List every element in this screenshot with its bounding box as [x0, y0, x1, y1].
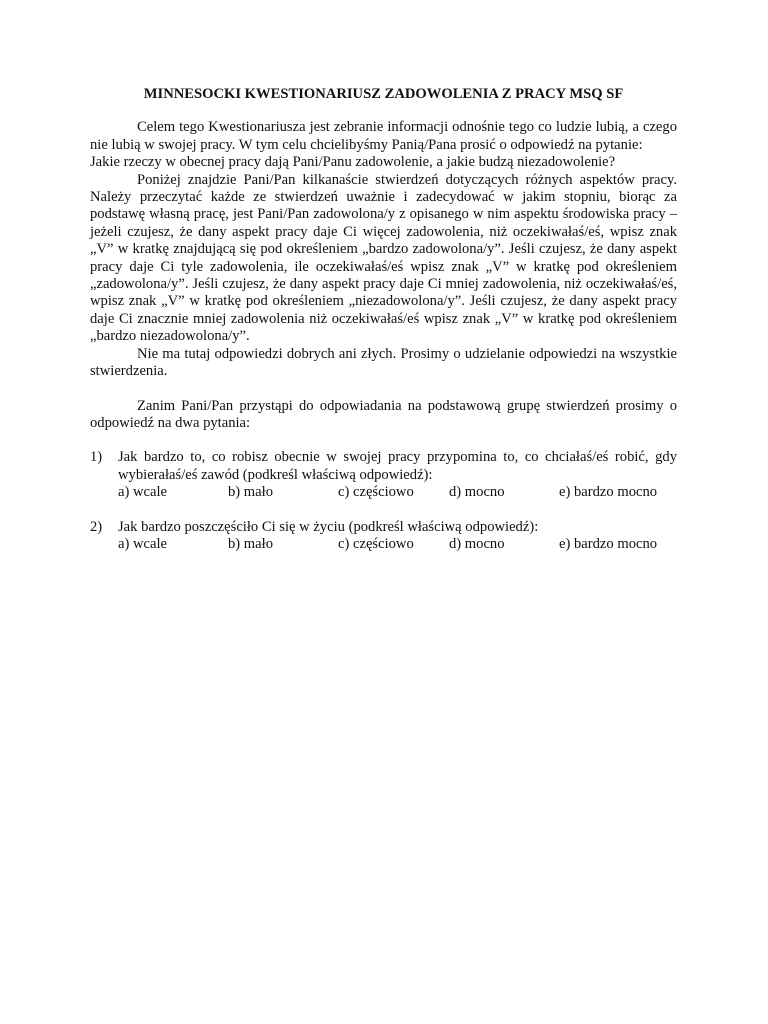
document-title: MINNESOCKI KWESTIONARIUSZ ZADOWOLENIA Z PRACY MSQ SF	[143, 86, 624, 102]
question-1-option-c[interactable]: c) częściowo	[338, 484, 414, 501]
question-1-option-d[interactable]: d) mocno	[449, 484, 505, 501]
question-2-option-c[interactable]: c) częściowo	[338, 535, 414, 552]
question-1-option-b[interactable]: b) mało	[228, 484, 273, 501]
question-2-option-d[interactable]: d) mocno	[449, 535, 505, 552]
question-2-option-b[interactable]: b) mało	[228, 535, 273, 552]
question-2-option-a[interactable]: a) wcale	[118, 535, 168, 552]
question-2	[90, 519, 677, 536]
spacer	[90, 381, 677, 398]
question-2-option-e[interactable]: e) bardzo mocno	[559, 535, 658, 552]
spacer	[90, 502, 677, 519]
question-1-text: Jak bardzo to, co robisz obecnie w swojej pracy przypomina to, co chciałaś/eś robić, gdy wybierałaś/eś zawód (podkreśl właściwą odpowiedź):	[118, 449, 677, 483]
main-question-line: Jakie rzeczy w obecnej pracy dają Pani/Panu zadowolenie, a jakie budzą niezadowolenie?	[90, 154, 616, 171]
question-2-number: 2)	[90, 518, 103, 535]
document-page	[90, 86, 677, 553]
no-right-answers-paragraph: Nie ma tutaj odpowiedzi dobrych ani złych. Prosimy o udzielanie odpowiedzi na wszystkie stwierdzenia.	[90, 345, 677, 380]
question-1-option-e[interactable]: e) bardzo mocno	[559, 484, 658, 501]
question-2-options	[90, 536, 677, 553]
question-1-options	[90, 484, 677, 501]
intro-paragraph: Celem tego Kwestionariusza jest zebranie informacji odnośnie tego co ludzie lubią, a czego nie lubią w swojej pracy. W tym celu chcielibyśmy Panią/Pana prosić o odpowiedź na pytanie:	[90, 119, 677, 153]
question-2-text: Jak bardzo poszczęściło Ci się w życiu (podkreśl właściwą odpowiedź):	[118, 518, 539, 535]
question-1	[90, 449, 677, 484]
instructions-paragraph: Poniżej znajdzie Pani/Pan kilkanaście stwierdzeń dotyczących różnych aspektów pracy. Należy przeczytać każde ze stwierdzeń uważnie i zadecydować w jakim stopniu, biorąc za podstawę własną pracę, jest Pani/Pan zadowolona/y z opisanego w nim aspektu środowiska pracy – jeżeli czujesz, że dany aspekt pracy daje Ci więcej zadowolenia, niż oczekiwałaś/eś, wpisz znak „V” w kratkę znajdującą się pod określeniem „bardzo zadowolona/y”. Jeśli czujesz, że dany aspekt pracy daje Ci tyle zadowolenia, ile oczekiwałaś/eś wpisz znak „V” w kratkę pod określeniem „zadowolona/y”. Jeśli czujesz, że dany aspekt pracy daje Ci mniej zadowolenia, niż oczekiwałaś/eś, wpisz znak „V” w kratkę pod określeniem „niezadowolona/y”. Jeśli czujesz, że dany aspekt pracy daje Ci znacznie mniej zadowolenia niż oczekiwałaś/eś wpisz znak „V” w kratkę pod określeniem „bardzo niezadowolona/y”.	[90, 171, 677, 345]
question-1-option-a[interactable]: a) wcale	[118, 484, 168, 501]
spacer	[90, 432, 677, 449]
question-1-number: 1)	[90, 449, 103, 466]
pre-questions-paragraph: Zanim Pani/Pan przystąpi do odpowiadania na podstawową grupę stwierdzeń prosimy o odpowiedź na dwa pytania:	[90, 397, 677, 431]
